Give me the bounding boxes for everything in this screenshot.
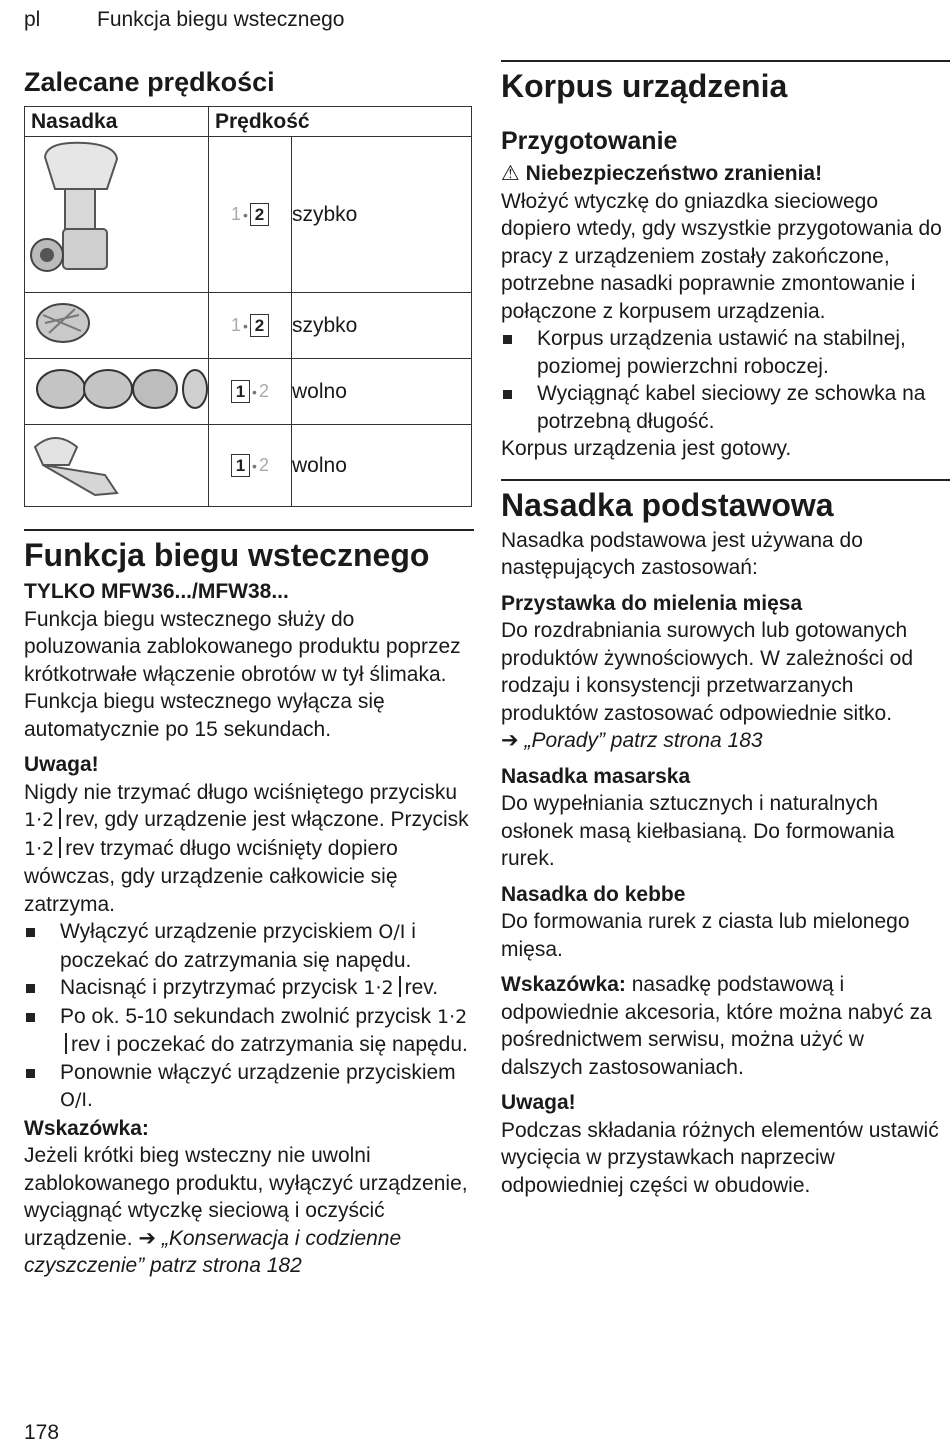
tip-text: Jeżeli krótki bieg wsteczny nie uwolni zablokowanego produktu, wyłączyć urządzenie, wyciągnąć wtyczkę sieciową i oczyścić urządzenie. ➔ „Konserwacja i codzienne czyszczenie” patrz strona 182	[24, 1144, 468, 1277]
warning-heading: ⚠ Niebezpieczeństwo zranienia!	[501, 162, 823, 185]
caution-label: Uwaga!	[24, 753, 99, 776]
speed-key-inactive: 1	[231, 204, 242, 224]
speed-key-active: 2	[250, 203, 269, 226]
list-item: Ponownie włączyć urządzenie przyciskiem O/I.	[24, 1059, 474, 1115]
tip-label: Wskazówka:	[24, 1116, 149, 1140]
caution-text-c: Przycisk	[390, 808, 469, 831]
basic-intro: Nasadka podstawowa jest używana do następujących zastosowań:	[501, 528, 863, 579]
speed-selector: 1 • 2	[209, 425, 292, 507]
table-header-row	[25, 107, 472, 137]
list-item: Nacisnąć i przytrzymać przycisk 1·2 rev.	[24, 974, 474, 1003]
speeds-table	[24, 106, 472, 507]
kebbe-text: Do formowania rurek z ciasta lub mielonego mięsa.	[501, 910, 910, 961]
basic-tip: Wskazówka: nasadkę podstawową i odpowiednie akcesoria, które można nabyć za pośrednictwem serwisu, można użyć w dalszych zastosowaniach.	[501, 973, 932, 1079]
speed-label: wolno	[292, 359, 472, 425]
left-column	[24, 66, 474, 1280]
cross-reference-link[interactable]: „Porady” patrz strona 183	[524, 729, 763, 752]
caution-text-b: rev, gdy urządzenie jest włączone.	[65, 808, 385, 831]
sausage-text: Do wypełniania sztucznych i naturalnych osłonek masą kiełbasianą. Do formowania rurek.	[501, 792, 895, 870]
only-models: TYLKO MFW36.../MFW38...	[24, 580, 289, 603]
key-1-2: 1·2	[363, 977, 394, 999]
grating-drum-icon	[25, 293, 209, 359]
divider	[59, 837, 61, 858]
arrow-right-icon: ➔	[138, 1226, 157, 1250]
arrow-right-icon: ➔	[501, 729, 519, 752]
key-1-2: 1·2	[24, 809, 55, 831]
key-1-2: 1·2	[437, 1005, 468, 1028]
reverse-intro: Funkcja biegu wstecznego służy do poluzowania zablokowanego produktu poprzez krótkotrwałe włączenie obrotów w tył ślimaka. Funkcja biegu wstecznego wyłącza się automatycznie po 15 sekundach.	[24, 607, 461, 741]
meat-grinder-icon	[25, 137, 209, 293]
kebbe-title: Nasadka do kebbe	[501, 882, 686, 906]
speeds-title: Zalecane prędkości	[24, 67, 275, 97]
key-on-off: O/I	[60, 1089, 87, 1111]
speed-label: szybko	[292, 293, 472, 359]
speed-label: szybko	[292, 137, 472, 293]
caution-text-d: rev trzymać długo wciśnięty dopiero wówczas, gdy urządzenie całkowicie się zatrzyma.	[24, 836, 398, 916]
key-1-2: 1·2	[24, 837, 55, 860]
grinder-text: Do rozdrabniania surowych lub gotowanych produktów żywnościowych. W zależności od rodzaju i konsystencji przetwarzanych produktów zastosować odpowiednie sitko.	[501, 619, 914, 725]
speed-key-active: 1	[231, 380, 250, 403]
grinder-title: Przystawka do mielenia mięsa	[501, 591, 803, 615]
basic-caution-text: Podczas składania różnych elementów ustawić wycięcia w przystawkach naprzeciw odpowiedniej części w obudowie.	[501, 1118, 939, 1197]
table-row	[25, 359, 472, 425]
col-speed-header: Prędkość	[209, 107, 472, 137]
divider	[59, 808, 61, 829]
right-column	[501, 60, 950, 1199]
table-row	[25, 137, 472, 293]
speed-selector: 1 • 2	[209, 359, 292, 425]
grinder-ref	[501, 727, 950, 755]
warning-text: Włożyć wtyczkę do gniazdka sieciowego dopiero wtedy, gdy wszystkie przygotowania do pracy z urządzeniem zostały zakończone, potrzebne nasadki poprawnie zmontowanie i połączone z korpusem urządzenia.	[501, 189, 942, 323]
warning-triangle-icon: ⚠	[501, 162, 520, 185]
basic-title: Nasadka podstawowa	[501, 486, 834, 523]
body-unit-title: Korpus urządzenia	[501, 68, 788, 104]
language-code: pl	[24, 8, 41, 31]
reverse-steps	[24, 918, 474, 1115]
speed-key-inactive: 1	[231, 315, 242, 335]
cross-reference-link[interactable]: „Konserwacja i codzienne czyszczenie” patrz strona 182	[24, 1226, 402, 1277]
prep-title: Przygotowanie	[501, 127, 678, 155]
table-row	[25, 425, 472, 507]
list-item: Wyciągnąć kabel sieciowy ze schowka na potrzebną długość.	[501, 380, 950, 435]
col-attachment-header: Nasadka	[25, 107, 209, 137]
tip-label: Wskazówka:	[501, 973, 626, 996]
speed-key-active: 1	[231, 454, 250, 477]
key-on-off: O/I	[378, 921, 406, 943]
sausage-title: Nasadka masarska	[501, 764, 691, 788]
basic-caution-label: Uwaga!	[501, 1091, 576, 1114]
prep-done: Korpus urządzenia jest gotowy.	[501, 437, 792, 460]
list-item: Wyłączyć urządzenie przyciskiem O/I i poczekać do zatrzymania się napędu.	[24, 918, 474, 974]
caution-text	[24, 779, 474, 919]
list-item: Korpus urządzenia ustawić na stabilnej, poziomej powierzchni roboczej.	[501, 325, 950, 380]
running-header-title: Funkcja biegu wstecznego	[97, 8, 345, 31]
table-row	[25, 293, 472, 359]
speed-selector: 1 • 2	[209, 293, 292, 359]
prep-steps	[501, 325, 950, 435]
speed-key-inactive: 2	[258, 381, 269, 401]
speed-key-inactive: 2	[258, 455, 269, 475]
grating-drums-set-icon	[25, 359, 209, 425]
speed-key-active: 2	[250, 314, 269, 337]
list-item: Po ok. 5-10 sekundach zwolnić przycisk 1·2rev i poczekać do zatrzymania się napędu.	[24, 1003, 474, 1059]
speed-selector: 1 • 2	[209, 137, 292, 293]
caution-text-a: Nigdy nie trzymać długo wciśniętego przycisku	[24, 780, 458, 804]
citrus-press-icon	[25, 425, 209, 507]
page-number: 178	[24, 1421, 60, 1444]
reverse-title: Funkcja biegu wstecznego	[24, 537, 430, 573]
speed-label: wolno	[292, 425, 472, 507]
